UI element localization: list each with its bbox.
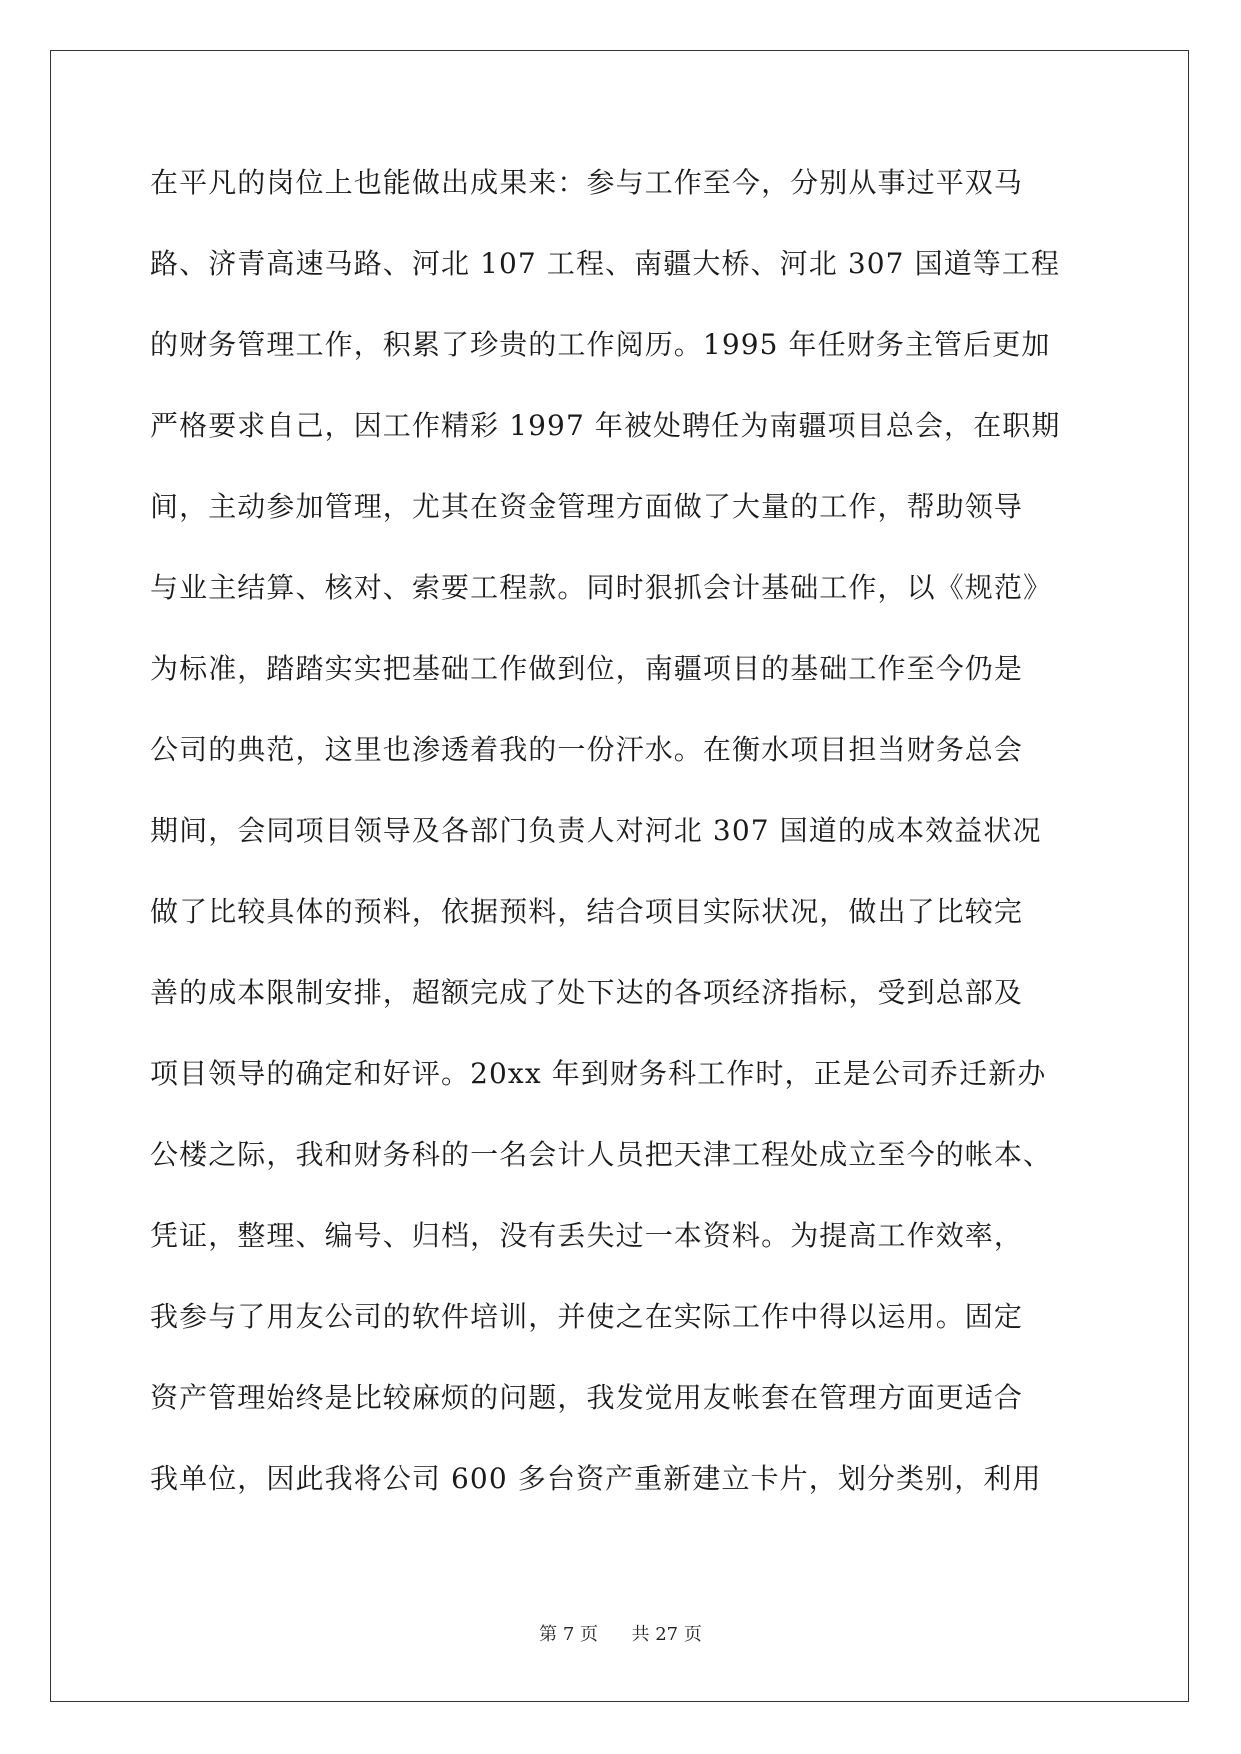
text-line: 在平凡的岗位上也能做出成果来：参与工作至今，分别从事过平双马 — [150, 166, 1024, 199]
text-line: 为标准，踏踏实实把基础工作做到位，南疆项目的基础工作至今仍是 — [150, 652, 1024, 685]
text-line: 善的成本限制安排，超额完成了处下达的各项经济指标，受到总部及 — [150, 976, 1024, 1009]
text-line: 公司的典范，这里也渗透着我的一份汗水。在衡水项目担当财务总会 — [150, 733, 1024, 766]
text-line: 资产管理始终是比较麻烦的问题，我发觉用友帐套在管理方面更适合 — [150, 1381, 1024, 1414]
text-line: 项目领导的确定和好评。20xx 年到财务科工作时，正是公司乔迁新办 — [150, 1057, 1047, 1090]
text-line: 我参与了用友公司的软件培训，并使之在实际工作中得以运用。固定 — [150, 1300, 1024, 1333]
text-line: 凭证，整理、编号、归档，没有丢失过一本资料。为提高工作效率， — [150, 1219, 1024, 1252]
page-footer — [0, 1620, 1241, 1646]
page-total: 共 27 页 — [631, 1624, 702, 1645]
text-line: 公楼之际，我和财务科的一名会计人员把天津工程处成立至今的帐本、 — [150, 1138, 1053, 1171]
text-line: 我单位，因此我将公司 600 多台资产重新建立卡片，划分类别，利用 — [150, 1462, 1042, 1495]
text-line: 路、济青高速马路、河北 107 工程、南疆大桥、河北 307 国道等工程 — [150, 247, 1061, 280]
text-line: 的财务管理工作，积累了珍贵的工作阅历。1995 年任财务主管后更加 — [150, 328, 1051, 361]
text-line: 与业主结算、核对、索要工程款。同时狠抓会计基础工作，以《规范》 — [150, 571, 1053, 604]
text-line: 期间，会同项目领导及各部门负责人对河北 307 国道的成本效益状况 — [150, 814, 1042, 847]
text-line: 严格要求自己，因工作精彩 1997 年被处聘任为南疆项目总会，在职期 — [150, 409, 1061, 442]
text-line: 间，主动参加管理，尤其在资金管理方面做了大量的工作，帮助领导 — [150, 490, 1024, 523]
page-number: 第 7 页 — [539, 1624, 599, 1645]
text-line: 做了比较具体的预料，依据预料，结合项目实际状况，做出了比较完 — [150, 895, 1024, 928]
document-body — [150, 158, 1090, 1535]
